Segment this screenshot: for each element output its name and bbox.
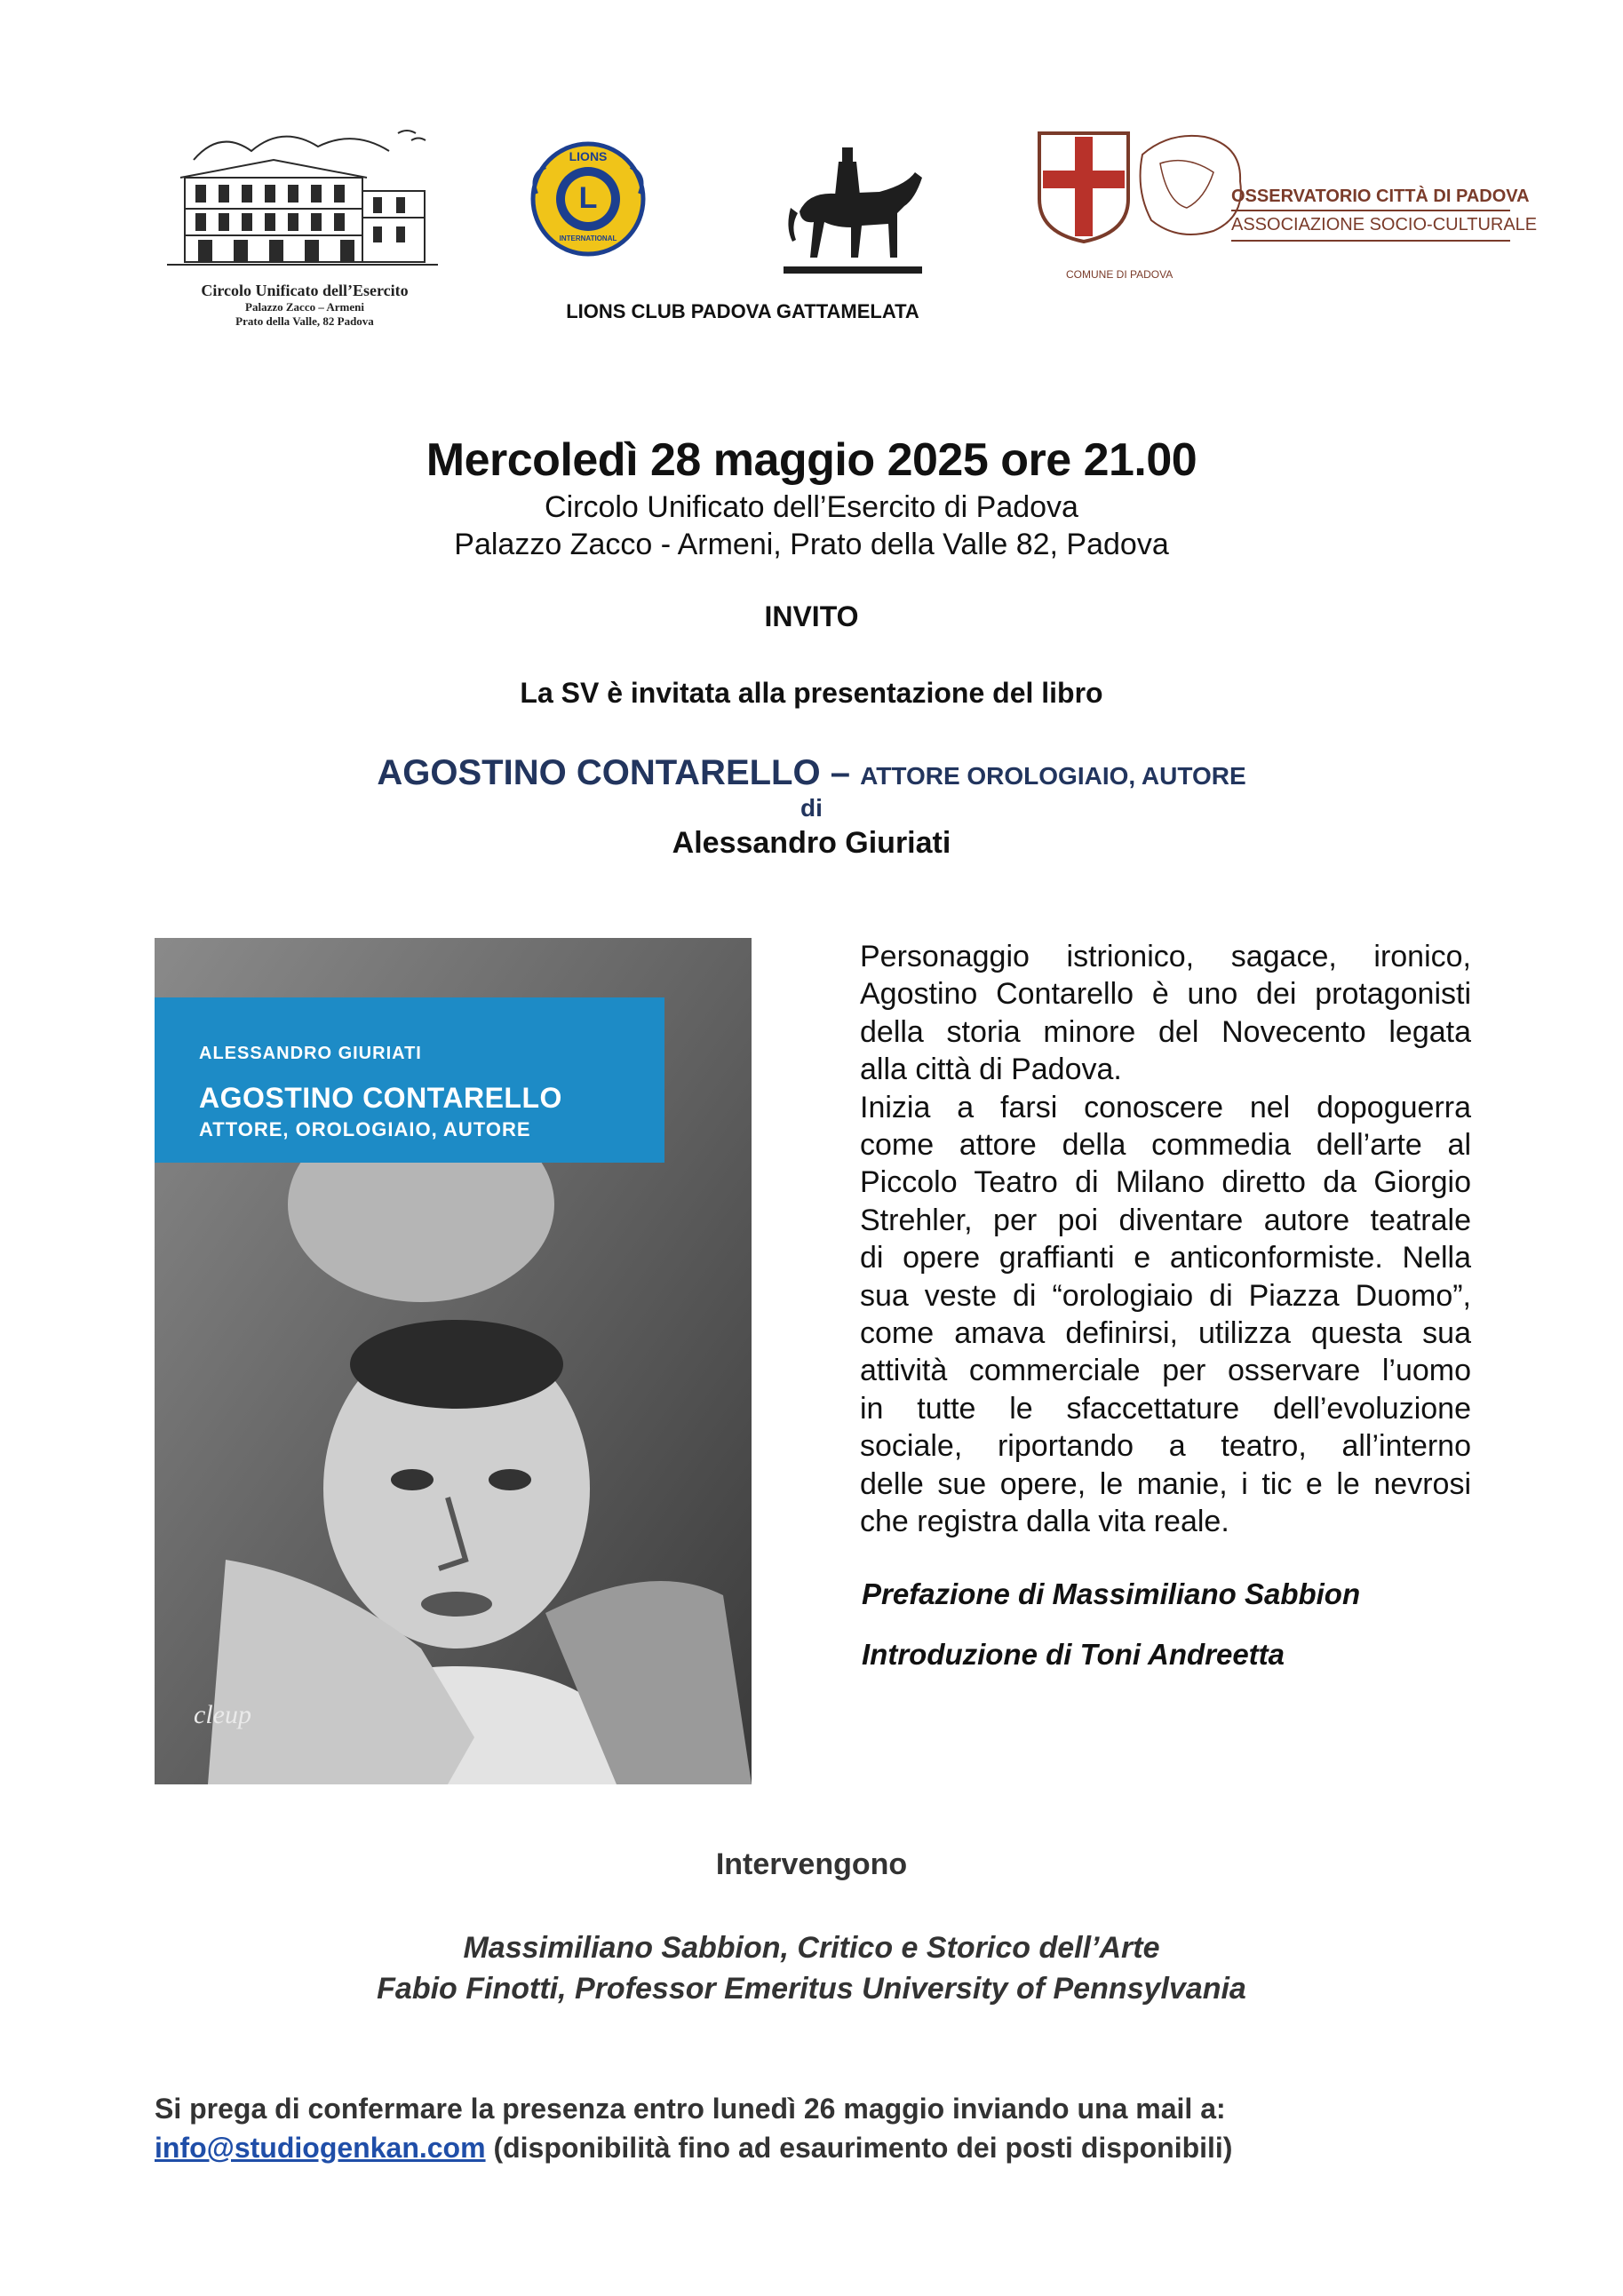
description-line: Personaggio istrionico, sagace, ironico, (860, 940, 1471, 973)
palazzo-zacco-drawing-icon (167, 124, 442, 275)
description-line: della storia minore del Novecento legata (860, 1014, 1471, 1049)
venue-line-2: Palazzo Zacco - Armeni, Prato della Valle 82, Padova (454, 528, 1169, 561)
description-line: delle sue opere, le manie, i tic e le nevrosi (860, 1466, 1471, 1501)
venue-line-1: Circolo Unificato dell’Esercito di Padova (545, 490, 1078, 524)
book-title-dash: – (820, 753, 861, 792)
equestrian-statue-icon (782, 142, 924, 275)
description-line: che registra dalla vita reale. (860, 1505, 1229, 1539)
osservatorio-line2: ASSOCIAZIONE SOCIO-CULTURALE (1231, 215, 1538, 234)
description-line: di opere graffianti e anticonformiste. Nella (860, 1241, 1471, 1275)
cover-subtitle: ATTORE, OROLOGIAIO, AUTORE (199, 1118, 531, 1140)
book-author: Alessandro Giuriati (672, 826, 951, 860)
book-description (860, 938, 1471, 1541)
description-line: Strehler, per poi diventare autore teatrale (860, 1203, 1471, 1237)
circolo-logo (167, 124, 442, 333)
lions-club-name: LIONS CLUB PADOVA GATTAMELATA (566, 300, 919, 322)
gattamelata-statue (782, 142, 924, 275)
comune-di-padova-label: COMUNE DI PADOVA (1066, 268, 1173, 281)
cover-publisher-logo: cleup (194, 1700, 251, 1729)
rsvp-text: Si prega di confermare la presenza entro lunedì 26 maggio inviando una mail a: (155, 2093, 1226, 2125)
lions-emblem-top-text: LIONS (569, 149, 608, 163)
description-line: attività commerciale per osservare l’uomo (860, 1354, 1471, 1388)
rsvp-block (155, 2089, 1471, 2167)
invito-heading: INVITO (764, 600, 859, 632)
cover-author: ALESSANDRO GIURIATI (199, 1044, 422, 1063)
book-title (0, 753, 1623, 793)
speaker-2: Fabio Finotti, Professor Emeritus University of Pennsylvania (377, 1972, 1246, 2006)
circolo-caption-line2: Palazzo Zacco – Armeni (245, 300, 364, 314)
lions-emblem-bottom-text: INTERNATIONAL (559, 234, 617, 242)
osservatorio-divider (1231, 210, 1510, 211)
osservatorio-line-bottom (1231, 240, 1510, 242)
speakers-heading: Intervengono (715, 1847, 908, 1881)
osservatorio-logo (1034, 128, 1538, 288)
description-line: sociale, riportando a teatro, all’interno (860, 1429, 1471, 1464)
rsvp-email-link[interactable]: info@studiogenkan.com (155, 2132, 486, 2164)
circolo-caption-line3: Prato della Valle, 82 Padova (235, 314, 374, 328)
description-line: Piccolo Teatro di Milano diretto da Giorgio (860, 1165, 1471, 1200)
padova-coat-of-arms-icon (1034, 128, 1134, 245)
description-line: Agostino Contarello è uno dei protagonisti (860, 977, 1471, 1012)
lions-emblem-letter: L (578, 181, 598, 215)
book-title-main: AGOSTINO CONTARELLO (377, 753, 821, 792)
rsvp-note: (disponibilità fino ad esaurimento dei posti disponibili) (493, 2132, 1233, 2164)
book-cover (155, 938, 752, 1784)
cover-title: AGOSTINO CONTARELLO (199, 1082, 562, 1114)
osservatorio-line1: OSSERVATORIO CITTÀ DI PADOVA (1231, 187, 1530, 206)
cover-title-band (155, 997, 664, 1163)
description-line: sua veste di “orologiaio di Piazza Duomo”, (860, 1278, 1471, 1313)
description-line: alla città di Padova. (860, 1053, 1122, 1087)
preface-credit: Prefazione di Massimiliano Sabbion (862, 1577, 1361, 1610)
circolo-caption-line1: Circolo Unificato dell’Esercito (201, 282, 409, 299)
book-by: di (800, 794, 823, 822)
event-date-time: Mercoledì 28 maggio 2025 ore 21.00 (426, 434, 1197, 486)
description-line: Inizia a farsi conoscere nel dopoguerra (860, 1090, 1471, 1124)
description-line: come amava definirsi, utilizza questa sua (860, 1316, 1471, 1351)
description-line: in tutte le sfaccettature dell’evoluzione (860, 1391, 1471, 1426)
lions-emblem (529, 140, 647, 258)
description-line: come attore della commedia dell’arte al (860, 1128, 1471, 1163)
speaker-1: Massimiliano Sabbion, Critico e Storico dell’Arte (463, 1931, 1160, 1965)
book-subtitle: ATTORE OROLOGIAIO, AUTORE (860, 762, 1246, 790)
introduction-credit: Introduzione di Toni Andreetta (862, 1638, 1285, 1671)
invitation-text: La SV è invitata alla presentazione del libro (520, 677, 1103, 709)
